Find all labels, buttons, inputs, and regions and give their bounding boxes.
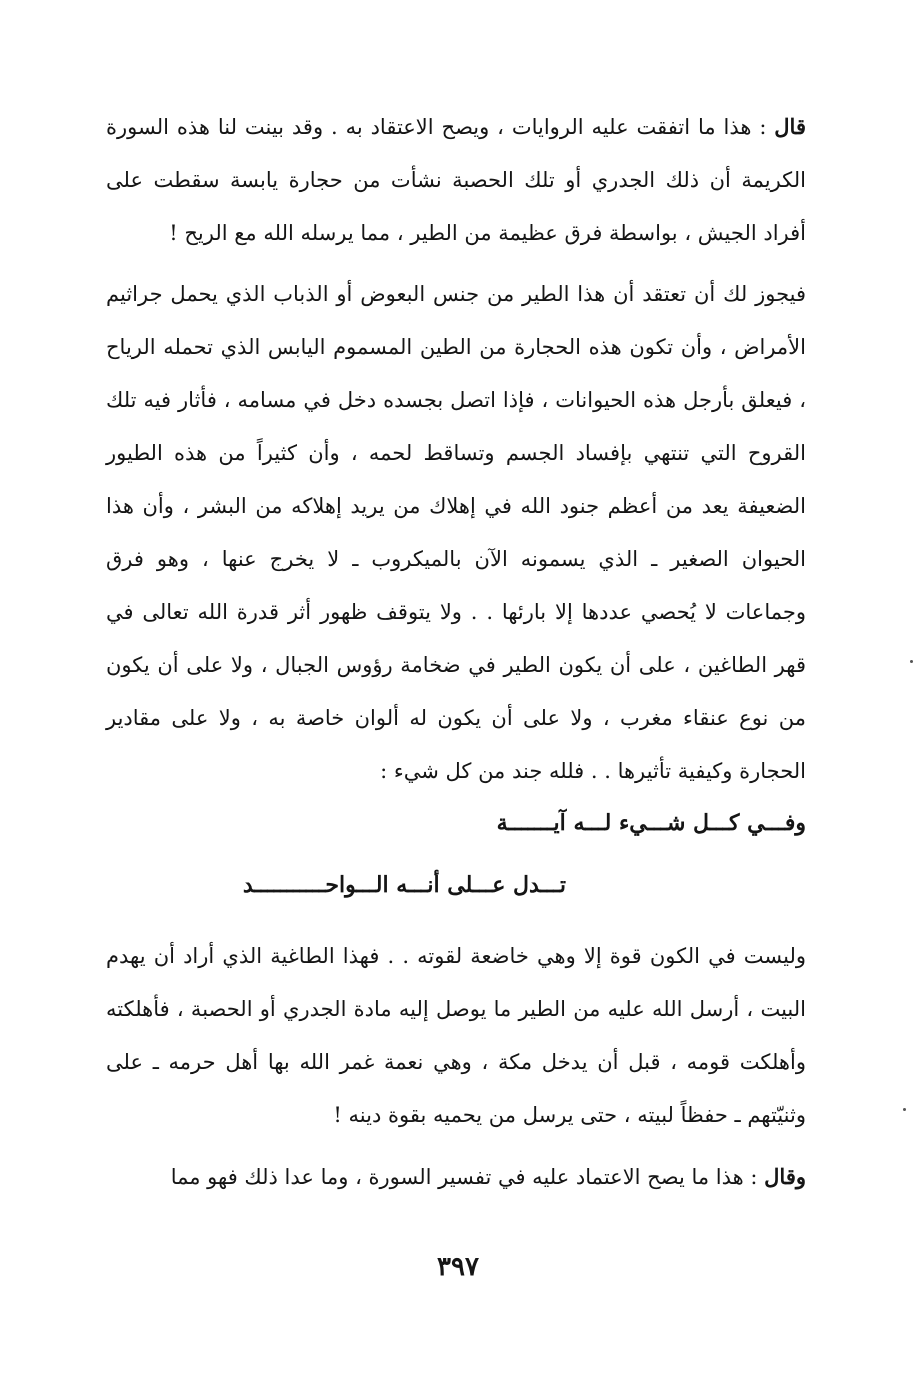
scan-speck bbox=[903, 1108, 906, 1111]
text-block-bottom bbox=[106, 930, 806, 1204]
paragraph-3 bbox=[106, 930, 806, 1142]
text-block-top bbox=[106, 100, 806, 798]
paragraph-1-text: : هذا ما اتفقت عليه الروايات ، ويصح الاعتقاد به . وقد بينت لنا هذه السورة الكريمة أن ذلك الجدري أو تلك الحصبة نشأت من حجارة يابسة سقطت على أفراد الجيش ، بواسطة فرق عظيمة من الطير ، مما يرسله الله مع الريح ! bbox=[106, 115, 806, 245]
paragraph-1-lead: قال bbox=[774, 114, 806, 139]
paragraph-2-text: فيجوز لك أن تعتقد أن هذا الطير من جنس البعوض أو الذباب الذي يحمل جراثيم الأمراض ، وأن تكون هذه الحجارة من الطين المسموم اليابس الذي تحمله الرياح ، فيعلق بأرجل هذه الحيوانات ، فإذا اتصل بجسده دخل في مسامه ، فأثار فيه تلك القروح التي تنتهي بإفساد الجسم وتساقط لحمه ، وأن كثيراً من هذه الطيور الضعيفة يعد من أعظم جنود الله في إهلاك من يريد إهلاكه من البشر ، وأن هذا الحيوان الصغير ـ الذي يسمونه الآن بالميكروب ـ لا يخرج عنها ، وهو فرق وجماعات لا يُحصي عددها إلا بارئها . . ولا يتوقف ظهور أثر قدرة الله تعالى في قهر الطاغين ، على أن يكون الطير في ضخامة رؤوس الجبال ، ولا على أن يكون من نوع عنقاء مغرب ، ولا على أن يكون له ألوان خاصة به ، ولا على مقادير الحجارة وكيفية تأثيرها . . فلله جند من كل شيء : bbox=[106, 282, 806, 783]
paragraph-2 bbox=[106, 268, 806, 798]
page-number: ٣٩٧ bbox=[437, 1252, 479, 1282]
paragraph-4-lead: وقال bbox=[764, 1164, 806, 1189]
paragraph-3-text: وليست في الكون قوة إلا وهي خاضعة لقوته . . فهذا الطاغية الذي أراد أن يهدم البيت ، أرسل الله عليه من الطير ما يوصل إليه مادة الجدري أو الحصبة ، فأهلكته وأهلكت قومه ، قبل أن يدخل مكة ، وهي نعمة غمر الله بها أهل حرمه ـ على وثنيّتهم ـ حفظاً لبيته ، حتى يرسل من يحميه بقوة دينه ! bbox=[106, 944, 806, 1127]
paragraph-4 bbox=[106, 1150, 806, 1204]
paragraph-4-text: : هذا ما يصح الاعتماد عليه في تفسير السورة ، وما عدا ذلك فهو مما bbox=[170, 1165, 765, 1189]
verse-line-1: وفـــي كـــل شـــيء لـــه آيـــــــة bbox=[496, 810, 806, 836]
verse-line-2: تـــدل عـــلى أنـــه الـــواحـــــــــــد bbox=[242, 872, 566, 898]
paragraph-1 bbox=[106, 100, 806, 260]
scan-speck bbox=[910, 660, 913, 663]
